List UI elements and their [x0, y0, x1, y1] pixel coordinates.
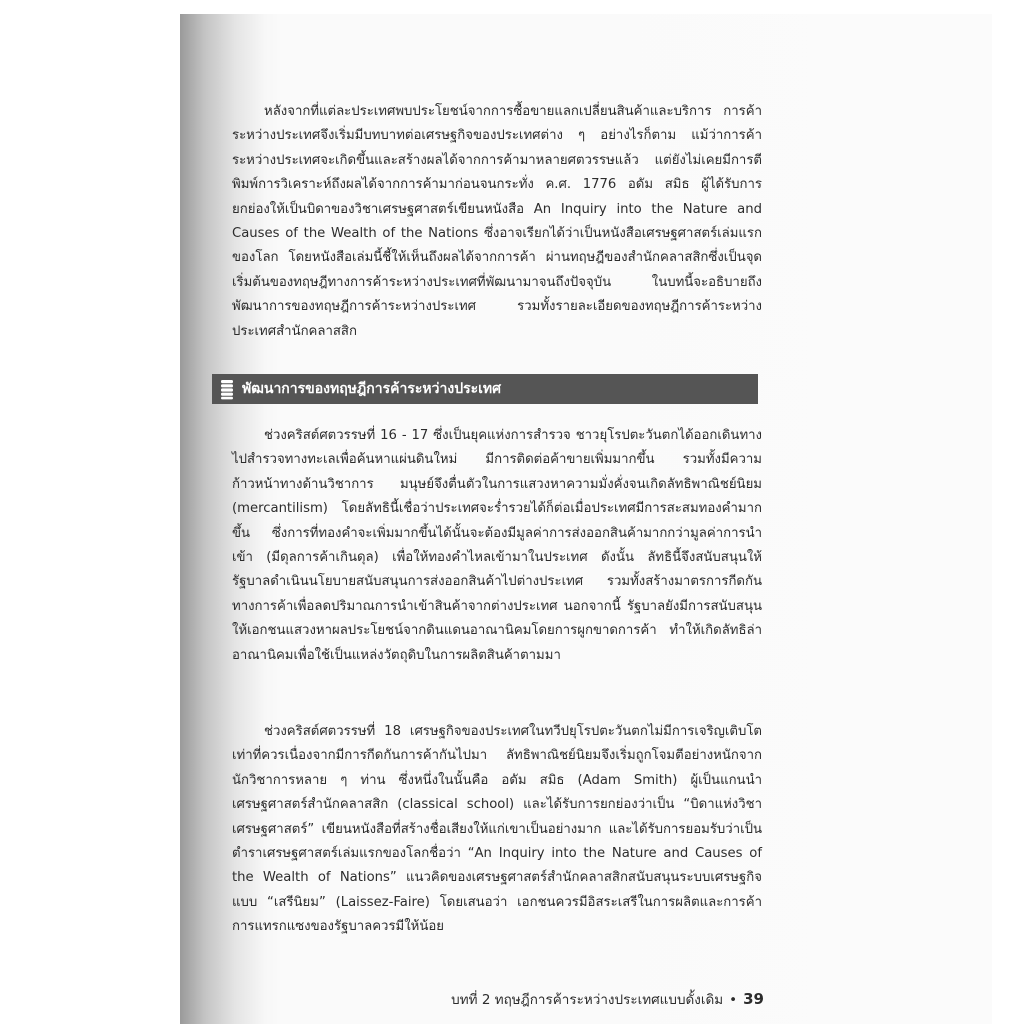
- paragraph-intro: หลังจากที่แต่ละประเทศพบประโยชน์จากการซื้อขายแลกเปลี่ยนสินค้าและบริการ การค้าระหว่างประเทศจึงเริ่มมีบทบาทต่อเศรษฐกิจของประเทศต่าง ๆ อย่างไรก็ตาม แม้ว่าการค้าระหว่างประเทศจะเกิดขึ้นและสร้างผลได้จากการค้ามาหลายศตวรรษแล้ว แต่ยังไม่เคยมีการตีพิมพ์การวิเคราะห์ถึงผลได้จากการค้ามาก่อนจนกระทั่ง ค.ศ. 1776 อดัม สมิธ ผู้ได้รับการยกย่องให้เป็นบิดาของวิชาเศรษฐศาสตร์เขียนหนังสือ An Inquiry into the Nature and Causes of the Wealth of the Nations ซึ่งอาจเรียกได้ว่าเป็นหนังสือเศรษฐศาสตร์เล่มแรกของโลก โดยหนังสือเล่มนี้ชี้ให้เห็นถึงผลได้จากการค้า ผ่านทฤษฎีของสำนักคลาสสิกซึ่งเป็นจุดเริ่มต้นของทฤษฎีทางการค้าระหว่างประเทศที่พัฒนามาจนถึงปัจจุบัน ในบทนี้จะอธิบายถึงพัฒนาการของทฤษฎีการค้าระหว่างประเทศ รวมทั้งรายละเอียดของทฤษฎีการค้าระหว่างประเทศสำนักคลาสสิก: [232, 104, 762, 339]
- section-heading: พัฒนาการของทฤษฎีการค้าระหว่างประเทศ: [242, 381, 502, 397]
- section-heading-bar: [212, 374, 758, 404]
- page-number: 39: [743, 990, 764, 1008]
- stacked-coins-icon: [216, 374, 238, 404]
- paragraph-mercantilism: ช่วงคริสต์ศตวรรษที่ 16 - 17 ซึ่งเป็นยุคแห่งการสำรวจ ชาวยุโรปตะวันตกได้ออกเดินทางไปสำรวจทางทะเลเพื่อค้นหาแผ่นดินใหม่ มีการติดต่อค้าขายเพิ่มมากขึ้น รวมทั้งมีความก้าวหน้าทางด้านวิชาการ มนุษย์จึงตื่นตัวในการแสวงหาความมั่งคั่งจนเกิดลัทธิพาณิชย์นิยม (mercantilism) โดยลัทธินี้เชื่อว่าประเทศจะร่ำรวยได้ก็ต่อเมื่อประเทศมีการสะสมทองคำมากขึ้น ซึ่งการที่ทองคำจะเพิ่มมากขึ้นได้นั้นจะต้องมีมูลค่าการส่งออกสินค้ามากกว่ามูลค่าการนำเข้า (มีดุลการค้าเกินดุล) เพื่อให้ทองคำไหลเข้ามาในประเทศ ดังนั้น ลัทธินี้จึงสนับสนุนให้รัฐบาลดำเนินนโยบายสนับสนุนการส่งออกสินค้าไปต่างประเทศ รวมทั้งสร้างมาตรการกีดกันทางการค้าเพื่อลดปริมาณการนำเข้าสินค้าจากต่างประเทศ นอกจากนี้ รัฐบาลยังมีการสนับสนุนให้เอกชนแสวงหาผลประโยชน์จากดินแดนอาณานิคมโดยการผูกขาดการค้า ทำให้เกิดลัทธิล่าอาณานิคมเพื่อใช้เป็นแหล่งวัตถุดิบในการผลิตสินค้าตามมา: [232, 428, 762, 663]
- paragraph-classical-school: ช่วงคริสต์ศตวรรษที่ 18 เศรษฐกิจของประเทศในทวีปยุโรปตะวันตกไม่มีการเจริญเติบโตเท่าที่ควรเนื่องจากมีการกีดกันการค้ากันไปมา ลัทธิพาณิชย์นิยมจึงเริ่มถูกโจมตีอย่างหนักจากนักวิชาการหลาย ๆ ท่าน ซึ่งหนึ่งในนั้นคือ อดัม สมิธ (Adam Smith) ผู้เป็นแกนนำเศรษฐศาสตร์สำนักคลาสสิก (classical school) และได้รับการยกย่องว่าเป็น “บิดาแห่งวิชาเศรษฐศาสตร์” เขียนหนังสือที่สร้างชื่อเสียงให้แก่เขาเป็นอย่างมาก และได้รับการยอมรับว่าเป็นตำราเศรษฐศาสตร์เล่มแรกของโลกชื่อว่า “An Inquiry into the Nature and Causes of the Wealth of Nations” แนวคิดของเศรษฐศาสตร์สำนักคลาสสิกสนับสนุนระบบเศรษฐกิจแบบ “เสรีนิยม” (Laissez-Faire) โดยเสนอว่า เอกชนควรมีอิสระเสรีในการผลิตและการค้า การแทรกแซงของรัฐบาลควรมีให้น้อย: [232, 724, 762, 935]
- footer-separator: •: [729, 992, 738, 1008]
- footer-chapter-title: บทที่ 2 ทฤษฎีการค้าระหว่างประเทศแบบดั้งเดิม: [451, 992, 724, 1008]
- book-page: [180, 14, 992, 1024]
- page-footer: [420, 988, 764, 1010]
